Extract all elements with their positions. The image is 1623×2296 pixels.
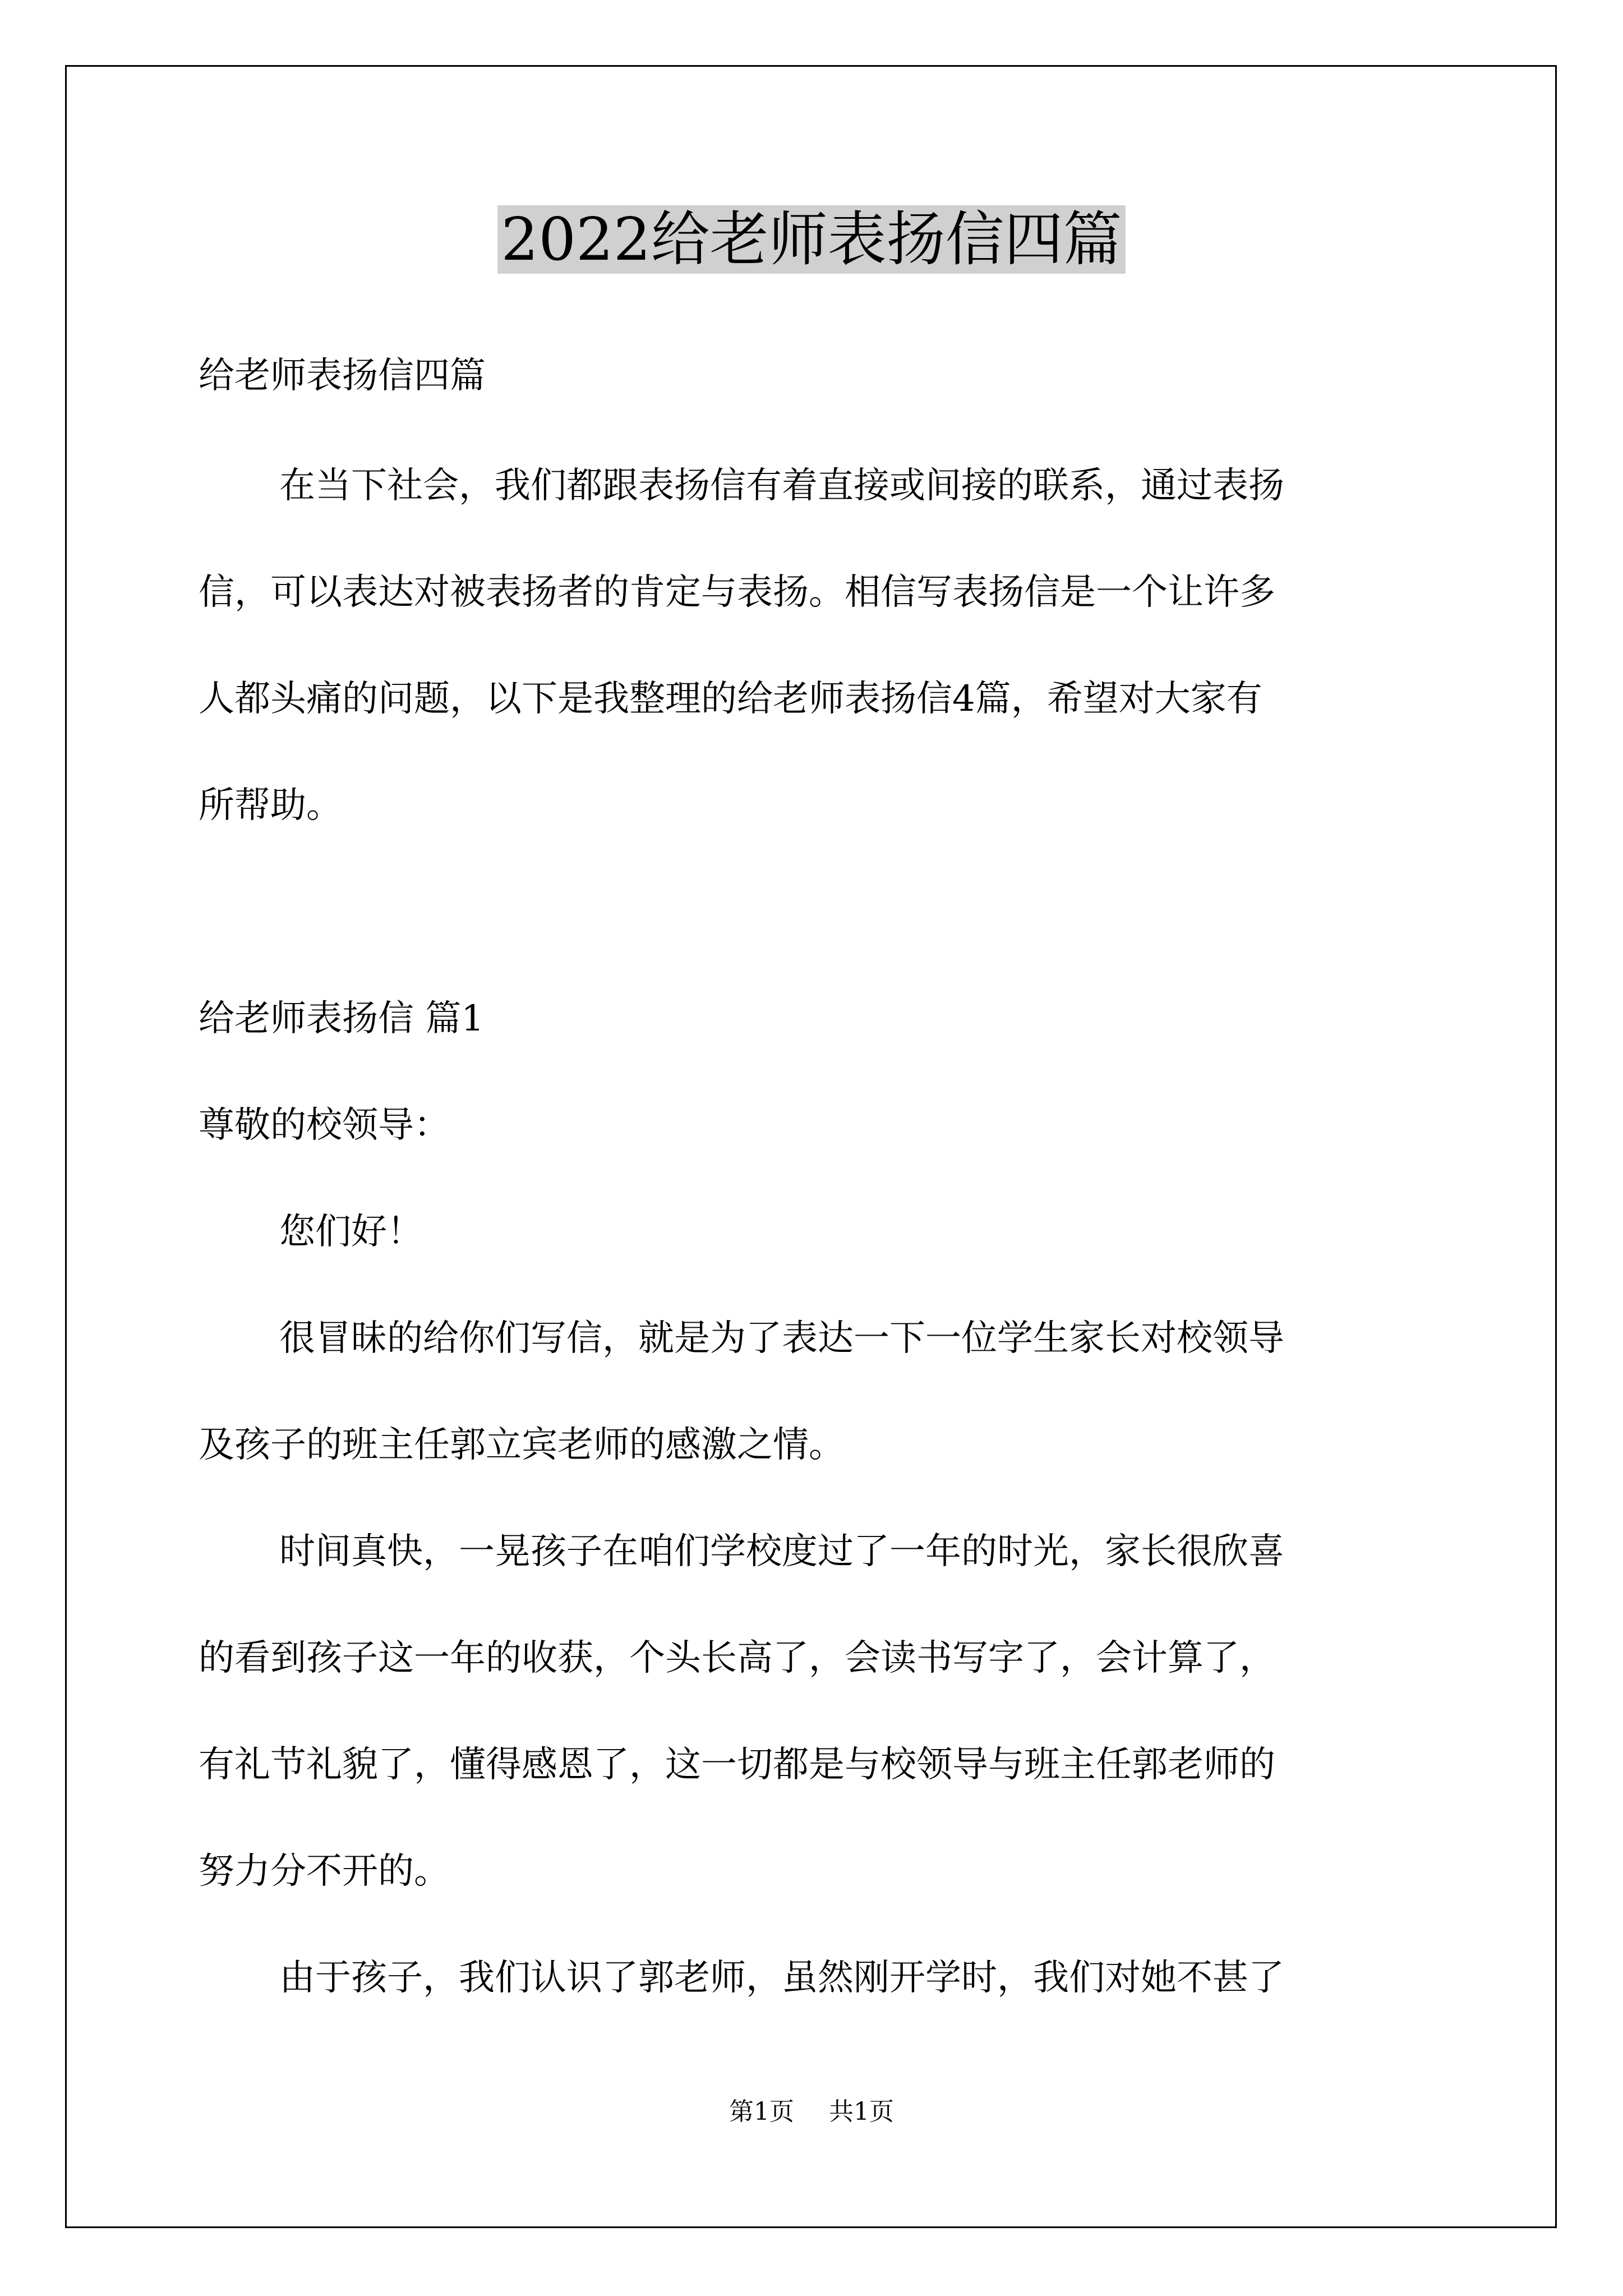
page-number-total: 共1页 — [829, 2097, 894, 2126]
intro-paragraph-line: 信，可以表达对被表扬者的肯定与表扬。相信写表扬信是一个让许多 — [199, 572, 1275, 613]
body-paragraph-line: 及孩子的班主任郭立宾老师的感激之情。 — [199, 1424, 845, 1466]
document-subtitle: 给老师表扬信四篇 — [199, 355, 486, 397]
page-number-current: 第1页 — [729, 2097, 794, 2126]
body-paragraph-line: 由于孩子，我们认识了郭老师，虽然刚开学时，我们对她不甚了 — [279, 1957, 1284, 1999]
body-paragraph-line: 时间真快，一晃孩子在咱们学校度过了一年的时光，家长很欣喜 — [279, 1531, 1284, 1572]
letter-salutation: 尊敬的校领导： — [199, 1105, 450, 1146]
body-paragraph-line: 很冒昧的给你们写信，就是为了表达一下一位学生家长对校领导 — [279, 1318, 1284, 1359]
letter-greeting: 您们好！ — [279, 1211, 423, 1253]
body-paragraph-line: 努力分不开的。 — [199, 1851, 450, 1892]
intro-paragraph-line: 人都头痛的问题，以下是我整理的给老师表扬信4篇，希望对大家有 — [199, 678, 1262, 720]
intro-paragraph-line: 所帮助。 — [199, 785, 342, 826]
page-footer — [0, 2095, 1623, 2129]
document-title-text: 2022给老师表扬信四篇 — [497, 205, 1125, 274]
section-heading: 给老师表扬信 篇1 — [199, 998, 485, 1039]
body-paragraph-line: 的看到孩子这一年的收获，个头长高了，会读书写字了，会计算了， — [199, 1637, 1275, 1679]
body-paragraph-line: 有礼节礼貌了，懂得感恩了，这一切都是与校领导与班主任郭老师的 — [199, 1744, 1275, 1786]
document-title — [0, 197, 1623, 282]
intro-paragraph-line: 在当下社会，我们都跟表扬信有着直接或间接的联系，通过表扬 — [279, 465, 1284, 507]
